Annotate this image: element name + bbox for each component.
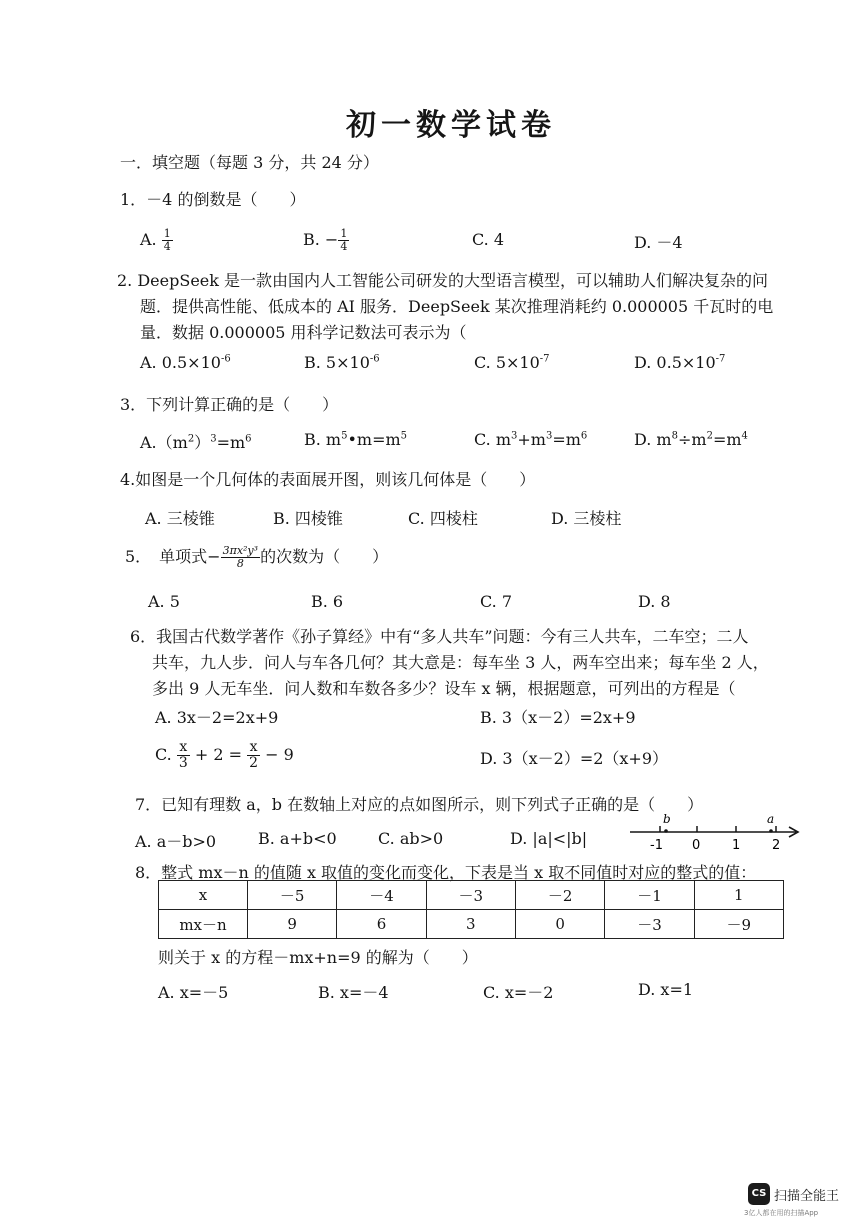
q4-option-d: D. 三棱柱: [551, 509, 622, 528]
q3-option-b: B. $m^5•m=m^5$: [304, 430, 408, 449]
page-title: 初一数学试卷: [346, 108, 556, 143]
question-6-line-2: 共车，九人步．问人与车各几何？其大意是：每车坐 3 人，两车空出来；每车坐 2 人，: [152, 653, 769, 672]
q1-option-c: C. 4: [472, 230, 505, 249]
q1-option-b-fraction: $\frac{1}{4}$: [340, 227, 348, 253]
table-row: [159, 910, 784, 939]
q7-option-b: B. a+b<0: [258, 829, 337, 848]
number-line: [626, 812, 804, 854]
question-6-line-3: 多出 9 人无车坐．问人数和车数各多少？设车 x 辆，根据题意，可列出的方程是（: [152, 679, 736, 698]
point-a: [769, 829, 773, 833]
table-cell: 3: [426, 910, 515, 939]
question-1-stem: 1．－4 的倒数是（ ）: [120, 190, 306, 209]
q1-option-b: B. − $\frac{1}{4}$: [303, 227, 348, 253]
q2-option-d: D. $0.5\times 10^{-7}$: [634, 353, 726, 372]
table-cell: mx－n: [159, 910, 248, 939]
q8-option-a: A. x=－5: [158, 983, 229, 1002]
point-a-label: a: [767, 812, 775, 826]
q5-option-d: D. 8: [638, 592, 671, 611]
question-8-stem: 8．整式 mx－n 的值随 x 取值的变化而变化，下表是当 x 取不同值时对应的整式的值：: [135, 863, 757, 882]
table-cell: －5: [248, 881, 337, 910]
tick-label-2: 2: [772, 838, 781, 853]
q4-option-c: C. 四棱柱: [408, 509, 478, 528]
table-cell: 9: [248, 910, 337, 939]
q8-option-b: B. x=－4: [318, 983, 389, 1002]
watermark-tagline: 3亿人都在用的扫描App: [744, 1209, 819, 1217]
value-table: [158, 880, 784, 939]
table-cell: －3: [605, 910, 694, 939]
q7-option-d: D. |a|<|b|: [510, 829, 588, 848]
q4-option-a: A. 三棱锥: [145, 509, 215, 528]
q1-option-a: A. $\frac{1}{4}$: [140, 227, 171, 253]
q8-option-c: C. x=－2: [483, 983, 554, 1002]
section-heading: 一．填空题（每题 3 分，共 24 分）: [120, 153, 379, 172]
tick-label-0: 0: [692, 838, 701, 853]
q6-option-c-fraction-2: $\frac{x}{2}$: [249, 739, 259, 771]
q2-option-b: B. $5\times 10^{-6}$: [304, 353, 380, 372]
q7-option-c: C. ab>0: [378, 829, 444, 848]
q2-option-a: A. $0.5\times 10^{-6}$: [140, 353, 231, 372]
q6-option-c: C. $\frac{x}{3}$ + 2 = $\frac{x}{2}$ − 9: [155, 739, 294, 771]
question-2-line-2: 题．提供高性能、低成本的 AI 服务．DeepSeek 某次推理消耗约 0.000005 千瓦时的电: [140, 297, 774, 316]
q7-option-a: A. a－b>0: [135, 832, 217, 851]
question-4-stem: 4.如图是一个几何体的表面展开图，则该几何体是（ ）: [120, 470, 536, 489]
question-2-line-1: 2. DeepSeek 是一款由国内人工智能公司研发的大型语言模型，可以辅助人们解决复杂的问: [117, 271, 769, 290]
point-b-label: b: [663, 812, 671, 826]
table-cell: －2: [515, 881, 604, 910]
q3-option-c: C. $m^3+m^3=m^6$: [474, 430, 588, 449]
q3-option-d: D. $m^8\div m^2=m^4$: [634, 430, 748, 449]
q5-monomial-fraction: $\frac{\text{3πx²y³}}{8}$: [222, 544, 259, 570]
table-cell: －1: [605, 881, 694, 910]
table-cell: x: [159, 881, 248, 910]
tick-label-1: 1: [732, 838, 741, 853]
q5-option-c: C. 7: [480, 592, 513, 611]
tick-label-neg1: -1: [650, 838, 663, 853]
watermark-name: 扫描全能王: [774, 1189, 840, 1204]
question-8-followup: 则关于 x 的方程－mx+n=9 的解为（ ）: [158, 948, 478, 967]
q5-option-b: B. 6: [311, 592, 344, 611]
point-b: [664, 829, 668, 833]
question-5-stem: 5． 单项式− $\frac{\text{3πx²y³}}{8}$ 的次数为（ ）: [125, 544, 389, 570]
q6-option-b: B. 3（x－2）=2x+9: [480, 708, 636, 727]
q5-option-a: A. 5: [148, 592, 180, 611]
table-row: [159, 881, 784, 910]
question-7-stem: 7．已知有理数 a，b 在数轴上对应的点如图所示，则下列式子正确的是（ ）: [135, 795, 704, 814]
q2-option-c: C. $5\times 10^{-7}$: [474, 353, 550, 372]
question-2-line-3: 量．数据 0.000005 用科学记数法可表示为（: [140, 323, 467, 342]
question-6-line-1: 6．我国古代数学著作《孙子算经》中有“多人共车”问题：今有三人共车，二车空；二人: [130, 627, 749, 646]
table-cell: －4: [337, 881, 426, 910]
table-cell: 1: [694, 881, 783, 910]
table-cell: 0: [515, 910, 604, 939]
q4-option-b: B. 四棱锥: [273, 509, 343, 528]
q8-option-d: D. x=1: [638, 980, 694, 999]
q3-option-a: $A.(m^2)^3=m^6$: [140, 433, 252, 452]
table-cell: 6: [337, 910, 426, 939]
q6-option-d: D. 3（x－2）=2（x+9）: [480, 749, 669, 768]
q1-option-a-fraction: $\frac{1}{4}$: [163, 227, 171, 253]
table-cell: －9: [694, 910, 783, 939]
question-3-stem: 3．下列计算正确的是（ ）: [120, 395, 339, 414]
q1-option-d: D. －4: [634, 233, 683, 252]
q6-option-c-fraction-1: $\frac{x}{3}$: [178, 739, 188, 771]
table-cell: －3: [426, 881, 515, 910]
q6-option-a: A. 3x－2=2x+9: [155, 708, 279, 727]
camscanner-logo-icon: CS: [748, 1183, 770, 1205]
